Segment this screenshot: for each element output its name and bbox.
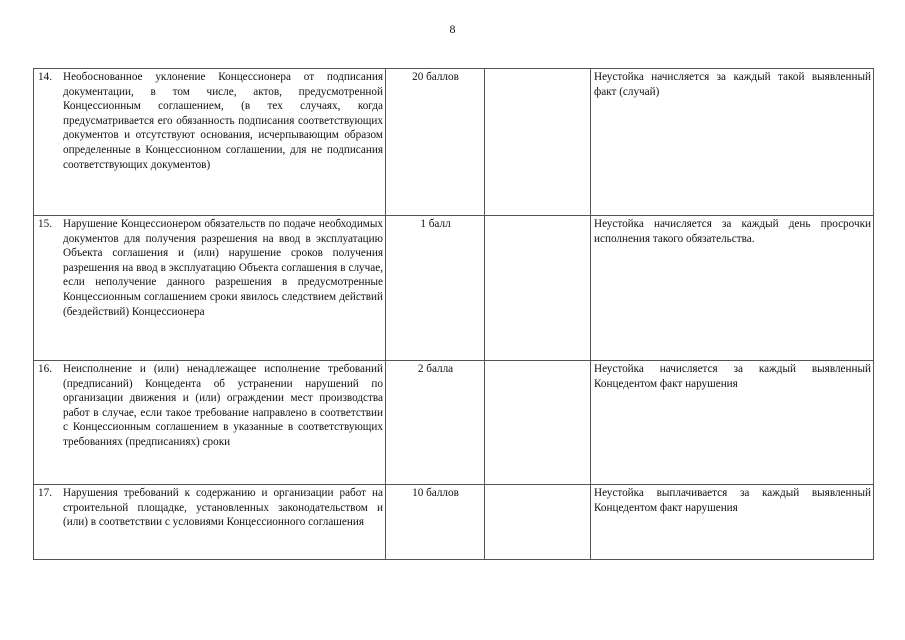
empty-cell (485, 485, 591, 560)
violation-description-cell (34, 69, 386, 216)
row-number: 17. (38, 487, 52, 499)
row-number: 16. (38, 363, 52, 375)
violation-description-cell (34, 485, 386, 560)
empty-cell (485, 361, 591, 485)
penalty-score: 10 баллов (386, 485, 485, 560)
violation-description: Нарушения требований к содержанию и организации работ на строительной площадке, установленных законодательством и (или) в соответствии с условиями Концессионного соглашения (63, 487, 383, 529)
violation-description-cell (34, 216, 386, 361)
empty-cell (485, 69, 591, 216)
violation-description: Нарушение Концессионером обязательств по подаче необходимых документов для получения разрешения на ввод в эксплуатацию Объекта соглашения и (или) нарушение сроков получения разрешения на ввод в эксплуатацию Объекта соглашения в случае, если неполучение данного разрешения в предусмотренные Концессионным соглашением сроки явилось следствием действий (бездействий) Концессионера (63, 218, 383, 318)
violation-description: Неисполнение и (или) ненадлежащее исполнение требований (предписаний) Концедента об устранении нарушений по организации движения и (или) ограждении мест производства работ в случае, если такое требование направлено в соответствии с Концессионным соглашением в указанные в соответствующих требованиях (предписаниях) сроки (63, 363, 383, 448)
penalty-note: Неустойка начисляется за каждый такой выявленный факт (случай) (591, 69, 874, 216)
table-row (34, 485, 874, 560)
row-number: 14. (38, 71, 52, 83)
empty-cell (485, 216, 591, 361)
penalty-note: Неустойка начисляется за каждый выявленный Концедентом факт нарушения (591, 361, 874, 485)
penalty-score: 1 балл (386, 216, 485, 361)
penalty-table (33, 68, 874, 560)
page-number: 8 (449, 22, 456, 36)
penalty-score: 2 балла (386, 361, 485, 485)
penalty-note: Неустойка начисляется за каждый день просрочки исполнения такого обязательства. (591, 216, 874, 361)
violation-description: Необоснованное уклонение Концессионера от подписания документации, в том числе, актов, предусмотренной Концессионным соглашением, (в тех случаях, когда предусматривается его обязанность подписания соответствующих документов и отсутствуют основания, исчерпывающим образом определенные в Концессионном соглашении, для не подписания соответствующих документов) (63, 71, 383, 171)
table-row (34, 216, 874, 361)
penalty-score: 20 баллов (386, 69, 485, 216)
penalty-note: Неустойка выплачивается за каждый выявленный Концедентом факт нарушения (591, 485, 874, 560)
table-row (34, 361, 874, 485)
violation-description-cell (34, 361, 386, 485)
table-row (34, 69, 874, 216)
row-number: 15. (38, 218, 52, 230)
